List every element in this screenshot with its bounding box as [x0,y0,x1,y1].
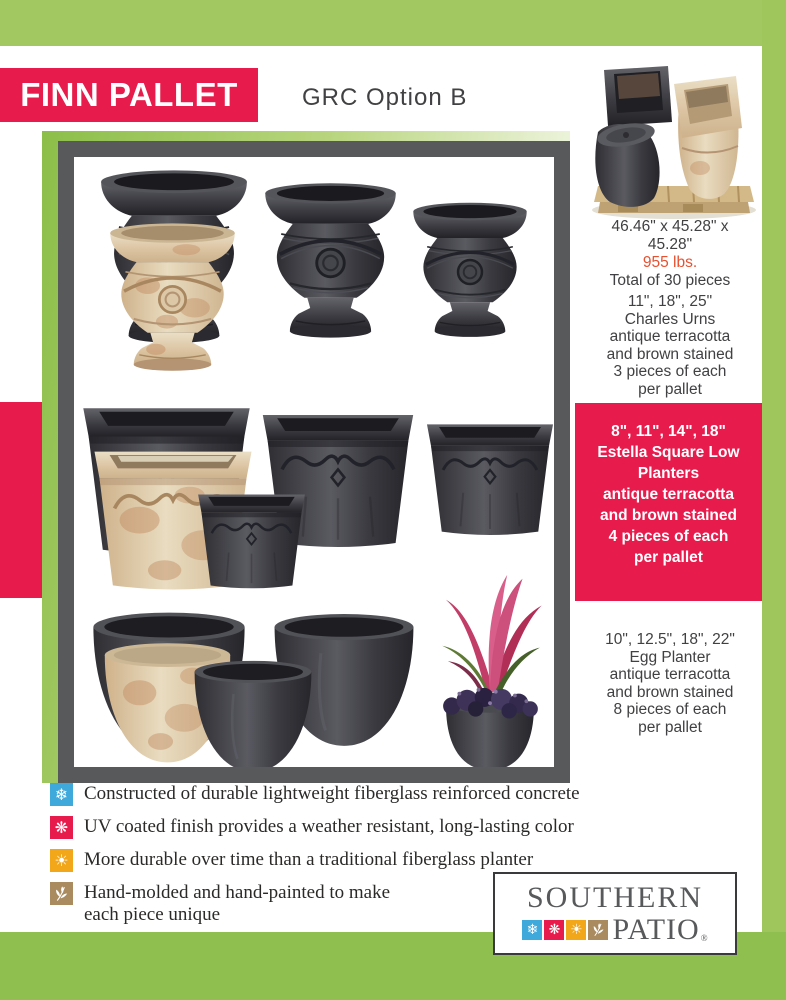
southern-patio-logo [493,872,737,955]
title-banner [0,68,258,122]
product-block-egg-planter [578,631,762,736]
egg-planter-dark-small [183,655,323,767]
feature-row [50,816,574,839]
sun-icon: ☀ [566,920,586,940]
block-line: and brown stained [600,507,737,524]
block-line: antique terracotta [603,486,734,503]
feature-text: More durable over time than a traditional fiberglass planter [84,849,534,870]
feature-row [50,849,533,872]
pallet-info [578,218,762,290]
estella-square-dark-small [420,419,554,537]
pallet-weight: 955 lbs. [642,254,698,271]
charles-urn-terracotta [102,222,243,377]
block-line: and brown stained [606,683,734,701]
logo-word-southern: SOUTHERN [526,880,703,914]
block-line: 4 pieces of each [608,528,729,545]
sun-icon: ☀ [50,849,73,872]
block-line: Egg Planter [629,648,711,666]
pallet-dimensions-line2: 45.28" [647,236,693,253]
snowflake-icon: ❄ [50,783,73,806]
feature-text: UV coated finish provides a weather resistant, long-lasting color [84,816,574,837]
product-collage [74,157,554,767]
right-green-bar [762,0,786,1000]
feature-row [50,783,580,806]
block-line: 10", 12.5", 18", 22" [605,631,735,648]
logo-word-patio: PATIO [612,912,700,946]
registered-mark: ® [700,932,708,943]
charles-urn-dark-small [407,197,533,347]
feature-text: Hand-molded and hand-painted to make each piece unique [84,882,391,926]
feature-row [50,882,424,926]
block-line: antique terracotta [609,666,731,683]
flower-icon: ❋ [544,920,564,940]
feature-text: Constructed of durable lightweight fiberglass reinforced concrete [84,783,580,804]
page-title: FINN PALLET [20,76,238,113]
pallet-dimensions-line1: 46.46" x 45.28" x [611,218,729,235]
block-line: 3 pieces of each [613,363,727,380]
flower-icon: ❋ [50,816,73,839]
snowflake-icon: ❄ [522,920,542,940]
wheat-icon [588,920,608,940]
pallet-total-pieces: Total of 30 pieces [609,272,731,289]
block-line: per pallet [634,549,703,566]
block-line: per pallet [638,718,702,736]
block-line: antique terracotta [609,328,731,345]
block-line: 8", 11", 14", 18" [611,423,726,440]
pallet-photo [588,58,760,226]
wheat-icon [50,882,73,905]
block-line: Estella Square Low [597,444,740,461]
block-line: per pallet [638,380,702,398]
block-line: and brown stained [606,345,734,363]
product-block-estella-square [575,403,762,601]
subtitle: GRC Option B [302,84,468,111]
block-line: Planters [637,465,700,482]
charles-urn-dark-medium [258,178,403,348]
block-line: 8 pieces of each [613,701,727,718]
egg-planter-with-plant [423,550,554,767]
top-green-bar [0,0,786,46]
product-block-charles-urns [578,293,762,398]
logo-row [522,912,708,946]
block-line: 11", 18", 25" [627,293,713,310]
left-red-accent [0,402,43,598]
estella-square-dark-mini [193,490,310,590]
block-line: Charles Urns [624,310,716,328]
